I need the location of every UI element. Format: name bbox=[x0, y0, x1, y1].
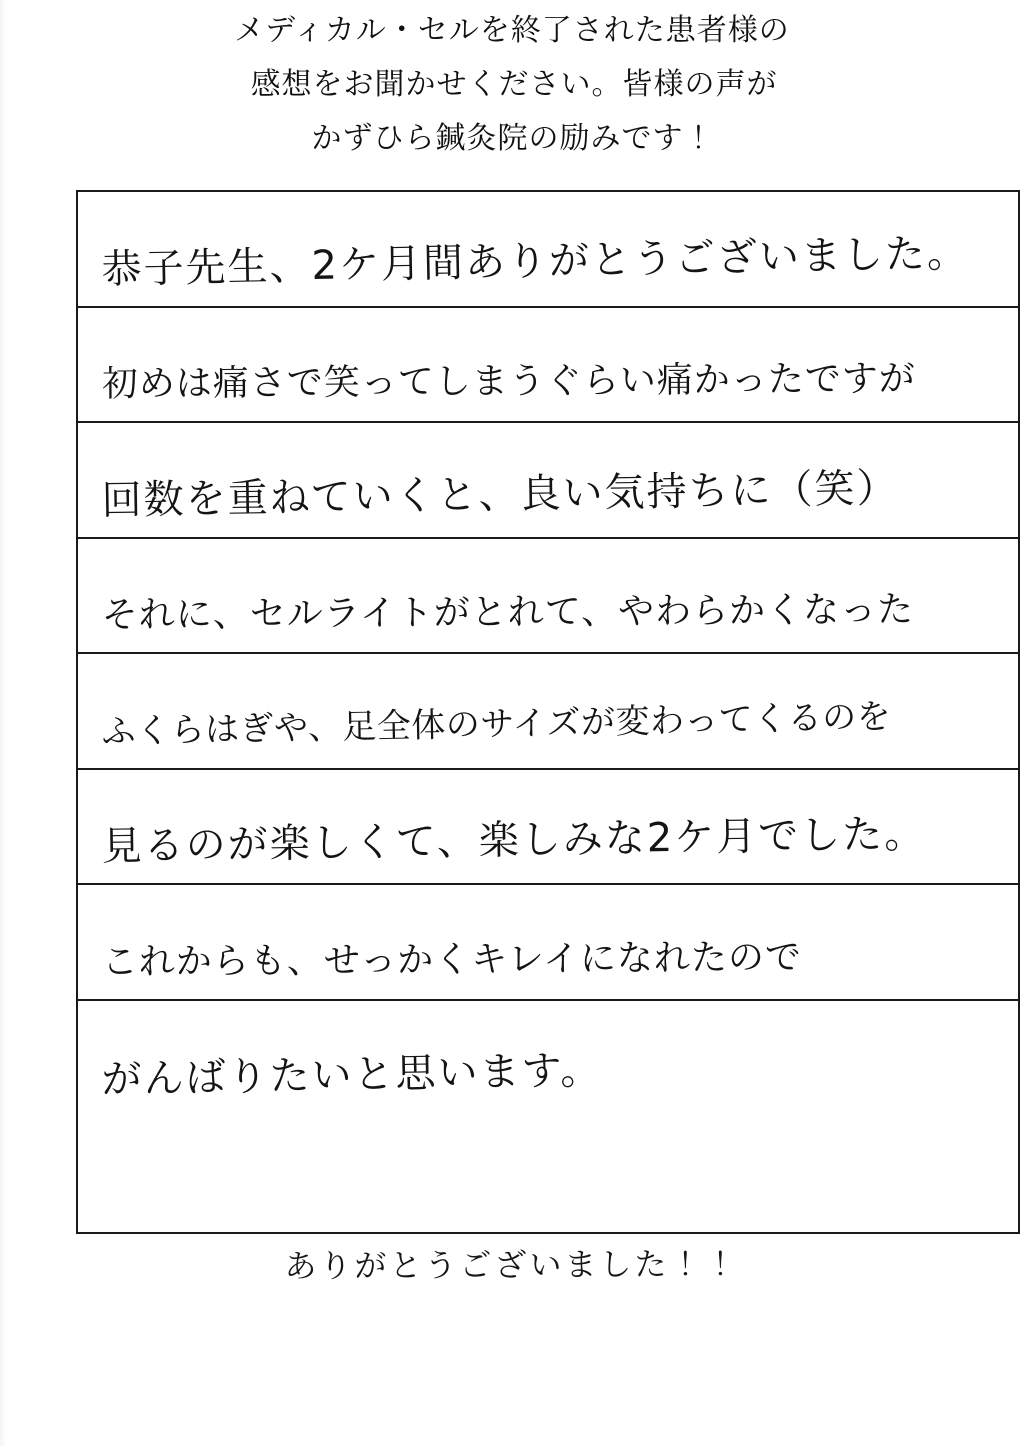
handwritten-line-7: これからも、せっかくキレイになれたので bbox=[101, 936, 803, 983]
handwritten-line-4: それに、セルライトがとれて、やわらかくなった bbox=[101, 589, 915, 637]
ruled-line-row bbox=[78, 539, 1018, 655]
handwritten-line-6: 見るのが楽しくて、楽しみな2ケ月でした。 bbox=[101, 811, 927, 870]
handwritten-line-3: 回数を重ねていくと、良い気持ちに（笑） bbox=[101, 464, 899, 524]
header-line-2: 感想をお聞かせください。皆様の声が bbox=[250, 67, 778, 102]
ruled-line-row bbox=[78, 308, 1018, 424]
form-header bbox=[0, 4, 1024, 166]
handwritten-line-1: 恭子先生、2ケ月間ありがとうございました。 bbox=[101, 229, 970, 293]
header-line-1: メディカル・セルを終了された患者様の bbox=[234, 13, 790, 48]
header-line-3: かずひら鍼灸院の励みです！ bbox=[311, 121, 715, 156]
ruled-line-row bbox=[78, 654, 1018, 770]
handwritten-line-5: ふくらはぎや、足全体のサイズが変わってくるのを bbox=[101, 696, 892, 752]
handwritten-line-8: がんばりたいと思います。 bbox=[101, 1047, 603, 1103]
ruled-line-row bbox=[78, 1001, 1018, 1117]
ruled-answer-box bbox=[76, 190, 1020, 1234]
ruled-line-row bbox=[78, 423, 1018, 539]
ruled-line-row bbox=[78, 192, 1018, 308]
ruled-line-row bbox=[78, 770, 1018, 886]
closing-remark: ありがとうございました！！ bbox=[284, 1244, 740, 1286]
ruled-line-row bbox=[78, 885, 1018, 1001]
scan-edge-shadow bbox=[0, 0, 6, 1446]
handwritten-line-2: 初めは痛さで笑ってしまうぐらい痛かったですが bbox=[101, 358, 916, 406]
